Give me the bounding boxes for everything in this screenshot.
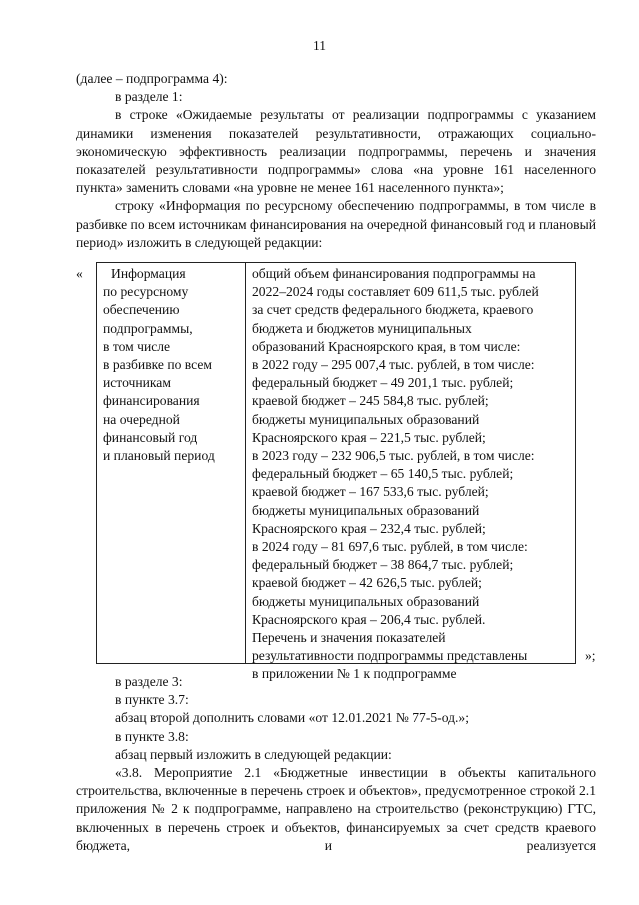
table-right-line: в 2022 году – 295 007,4 тыс. рублей, в том числе:	[252, 357, 535, 373]
paragraph: в разделе 1:	[115, 89, 183, 105]
table-right-line: 2022–2024 годы составляет 609 611,5 тыс. рублей	[252, 284, 539, 300]
paragraph: в разделе 3:	[115, 674, 183, 689]
table-right-line: краевой бюджет – 42 626,5 тыс. рублей;	[252, 575, 482, 591]
table-left-cell	[97, 263, 246, 663]
table-right-line: общий объем финансирования подпрограммы на	[252, 266, 536, 281]
table-right-line: бюджеты муниципальных образований	[252, 502, 480, 518]
closing-quote: »;	[585, 648, 596, 663]
table-left-line: финансовый год	[103, 429, 198, 445]
table-right-line: федеральный бюджет – 65 140,5 тыс. рублей;	[252, 466, 514, 482]
table-left-line: финансирования	[103, 393, 200, 409]
table-right-line: бюджеты муниципальных образований	[252, 411, 480, 427]
table-right-line: результативности подпрограммы представлены	[252, 648, 528, 664]
table-right-line: в приложении № 1 к подпрограмме	[252, 666, 457, 682]
top-text-block	[76, 70, 596, 252]
table-right-line: в 2023 году – 232 906,5 тыс. рублей, в том числе:	[252, 448, 535, 464]
table-left-line: источникам	[103, 375, 171, 391]
table-left-line: и плановый период	[103, 448, 215, 464]
table-right-line: бюджета и бюджетов муниципальных	[252, 320, 472, 336]
table-right-line: Красноярского края – 232,4 тыс. рублей;	[252, 520, 486, 536]
paragraph: в пункте 3.8:	[115, 728, 189, 744]
table-right-line: Красноярского края – 221,5 тыс. рублей;	[252, 429, 486, 445]
table-right-line: Перечень и значения показателей	[252, 630, 446, 646]
table-left-line: обеспечению	[103, 302, 180, 318]
page-number: 11	[313, 38, 326, 53]
paragraph: «3.8. Мероприятие 2.1 «Бюджетные инвестиции в объекты капитального строительства, включенные в перечень строек и объектов», предусмотренное строкой 2.1 приложения № 2 к подпрограмме, направлено на строительство (реконструкцию) ГТС, включенных в перечень строек и объектов, финансируемых за счет средств краевого бюджета, и реализуется	[76, 765, 596, 853]
table-right-cell	[246, 263, 575, 682]
table-left-line: подпрограммы,	[103, 320, 193, 336]
table-left-line: Информация	[111, 266, 186, 281]
paragraph: абзац второй дополнить словами «от 12.01.2021 № 77-5-од.»;	[115, 710, 470, 726]
table-right-line: федеральный бюджет – 49 201,1 тыс. рублей;	[252, 375, 514, 391]
table-left-line: в разбивке по всем	[103, 357, 212, 373]
table-right-line: бюджеты муниципальных образований	[252, 593, 480, 609]
table-left-line: по ресурсному	[103, 284, 189, 300]
table-left-line: на очередной	[103, 411, 180, 427]
table-right-line: Красноярского края – 206,4 тыс. рублей.	[252, 611, 486, 627]
paragraph: в строке «Ожидаемые результаты от реализации подпрограммы с указанием динамики изменения показателей результативности, отражающих социально-экономическую эффективность реализации подпрограммы, перечень и значения показателей результативности подпрограммы» слова «на уровне 161 населенного пункта» заменить словами «на уровне не менее 161 населенного пункта»;	[76, 107, 596, 196]
paragraph: строку «Информация по ресурсному обеспечению подпрограммы, в том числе в разбивке по всем источникам финансирования на очередной финансовый год и плановый период» изложить в следующей редакции:	[76, 198, 596, 250]
paragraph: абзац первый изложить в следующей редакции:	[115, 746, 392, 762]
table-left-line: в том числе	[103, 338, 171, 354]
table-right-line: в 2024 году – 81 697,6 тыс. рублей, в том числе:	[252, 539, 528, 555]
table-right-line: образований Красноярского края, в том числе:	[252, 338, 521, 354]
opening-quote: «	[76, 266, 83, 281]
table-right-line: за счет средств федерального бюджета, краевого	[252, 302, 534, 318]
bottom-text-block	[76, 673, 596, 855]
paragraph: в пункте 3.7:	[115, 692, 189, 708]
table-right-line: краевой бюджет – 245 584,8 тыс. рублей;	[252, 393, 489, 409]
paragraph: (далее – подпрограмма 4):	[76, 71, 228, 86]
table-right-line: краевой бюджет – 167 533,6 тыс. рублей;	[252, 484, 489, 500]
table-right-line: федеральный бюджет – 38 864,7 тыс. рублей;	[252, 557, 514, 573]
